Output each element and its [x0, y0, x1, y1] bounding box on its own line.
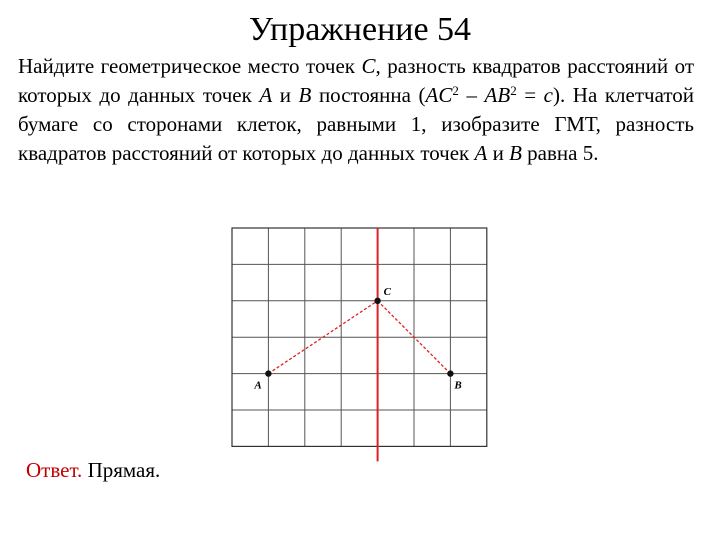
- problem-text: равна 5.: [521, 141, 599, 165]
- problem-text: Найдите геометрическое место точек: [18, 54, 362, 78]
- formula-c: c: [543, 83, 553, 107]
- problem-text: ). На клетчатой бумаге со сторонами клеток, равными 1, изобразите ГМТ, разность квадратов расстояний от которых до данных точек: [18, 83, 695, 165]
- point-c: [374, 298, 380, 304]
- problem-text: =: [516, 83, 544, 107]
- point-a-ref: A: [259, 83, 273, 107]
- answer-text: Прямая.: [82, 458, 161, 482]
- point-c-label: C: [383, 285, 391, 298]
- problem-text: и: [272, 83, 299, 107]
- problem-text: –: [458, 83, 485, 107]
- point-b: [447, 370, 453, 376]
- exponent: 2: [510, 83, 517, 98]
- answer: [26, 456, 160, 484]
- formula-ab: AB: [484, 83, 511, 107]
- point-b-label: B: [454, 379, 462, 392]
- problem-text: и: [487, 141, 510, 165]
- problem-text: , разность квадратов расстояний от которых до данных точек: [18, 54, 694, 107]
- exponent: 2: [452, 83, 459, 98]
- point-a-ref: A: [474, 141, 488, 165]
- point-b-ref: B: [509, 141, 522, 165]
- answer-label: Ответ.: [26, 458, 83, 482]
- point-a: [265, 370, 271, 376]
- page-title: Упражнение 54: [248, 11, 472, 48]
- point-a-label: A: [254, 379, 262, 392]
- point-b-ref: B: [298, 83, 312, 107]
- formula-ac: AC: [425, 83, 453, 107]
- problem-text: постоянна (: [311, 83, 426, 107]
- point-c-ref: C: [361, 54, 376, 78]
